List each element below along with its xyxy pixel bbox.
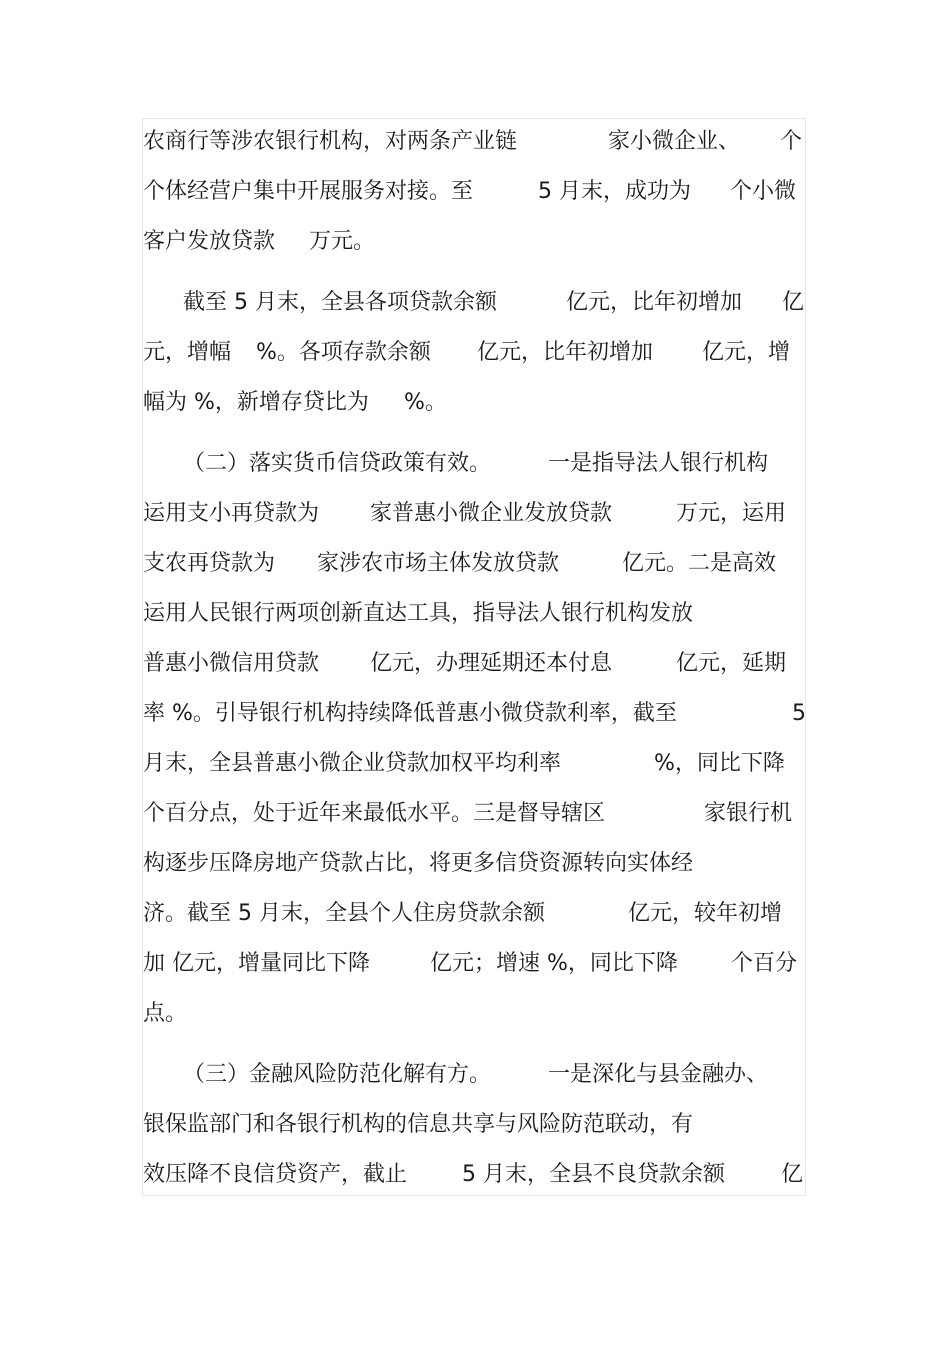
text-segment: 率 %。引导银行机构持续降低普惠小微贷款利率，截至 (143, 701, 677, 726)
text-segment: 个百分 (731, 951, 798, 976)
text-segment: 亿元；增速 %，同比下降 (430, 951, 678, 976)
text-segment: 个百分点，处于近年来最低水平。三是督导辖区 (143, 801, 606, 826)
text-segment: 支农再贷款为 (143, 551, 276, 576)
text-segment: 效压降不良信贷资产，截止 (143, 1162, 408, 1187)
text-segment: 幅为 %，新增存贷比为 (143, 390, 369, 415)
text-segment: 个小微 (730, 179, 797, 204)
text-segment: 加 亿元，增量同比下降 (143, 951, 370, 976)
text-segment: 亿元，增 (702, 340, 791, 365)
text-segment: 普惠小微信用贷款 (143, 651, 320, 676)
text-segment: 亿元。二是高效 (622, 551, 777, 576)
text-segment: 构逐步压降房地产贷款占比，将更多信贷资源转向实体经 (143, 851, 694, 876)
text-segment: %。各项存款余额 (256, 340, 431, 365)
text-segment: 亿 (782, 290, 805, 315)
text-segment: 5 (792, 701, 806, 726)
text-segment: 万元，运用 (676, 501, 787, 526)
text-segment: 银保监部门和各银行机构的信息共享与风险防范联动，有 (143, 1112, 694, 1137)
text-segment: 一是深化与县金融办、 (548, 1062, 769, 1087)
text-segment: 亿元，办理延期还本付息 (370, 651, 613, 676)
text-segment: 5 月末，全县不良贷款余额 (462, 1162, 725, 1187)
text-segment: 运用支小再贷款为 (143, 501, 320, 526)
text-segment: 亿元，比年初增加 (477, 340, 654, 365)
text-segment: 客户发放贷款 (143, 229, 276, 254)
text-segment: 运用人民银行两项创新直达工具，指导法人银行机构发放 (143, 601, 694, 626)
text-segment: 济。截至 5 月末，全县个人住房贷款余额 (143, 901, 545, 926)
text-segment: 点。 (143, 1001, 188, 1026)
text-segment: 农商行等涉农银行机构，对两条产业链 (143, 129, 518, 154)
text-segment: 月末，全县普惠小微企业贷款加权平均利率 (143, 751, 562, 776)
text-segment: 家小微企业、 (608, 129, 741, 154)
text-segment: 家普惠小微企业发放贷款 (370, 501, 613, 526)
text-segment: 个体经营户集中开展服务对接。至 (143, 179, 474, 204)
text-segment: 亿元，较年初增 (628, 901, 783, 926)
text-segment: 截至 5 月末，全县各项贷款余额 (183, 290, 497, 315)
text-segment: 元，增幅 (143, 340, 232, 365)
text-segment: 亿元，比年初增加 (566, 290, 743, 315)
text-segment: 亿元，延期 (676, 651, 787, 676)
text-segment: 家银行机 (704, 801, 793, 826)
text-segment: 5 月末，成功为 (538, 179, 691, 204)
text-segment: （三）金融风险防范化解有方。 (183, 1062, 492, 1087)
text-segment: 一是指导法人银行机构 (548, 451, 769, 476)
text-segment: %。 (404, 390, 447, 415)
text-segment: 万元。 (309, 229, 376, 254)
text-segment: %，同比下降 (654, 751, 785, 776)
text-segment: 亿 (781, 1162, 804, 1187)
text-segment: 家涉农市场主体发放贷款 (317, 551, 560, 576)
text-segment: 个 (780, 129, 803, 154)
text-segment: （二）落实货币信贷政策有效。 (183, 451, 492, 476)
